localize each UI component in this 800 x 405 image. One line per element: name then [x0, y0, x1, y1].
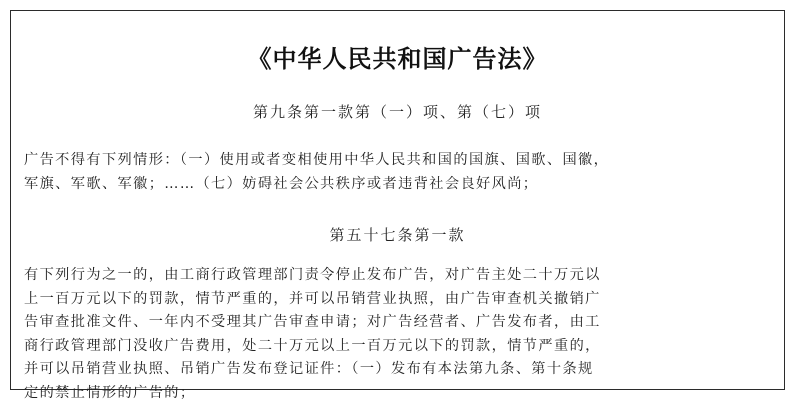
text-line: 商行政管理部门没收广告费用，处二十万元以上一百万元以下的罚款，情节严重的，: [24, 335, 772, 359]
section-heading-article-9: 第九条第一款第（一）项、第（七）项: [11, 101, 784, 122]
text-line: 定的禁止情形的广告的；: [24, 382, 772, 405]
text-line: 军旗、军歌、军徽；……（七）妨碍社会公共秩序或者违背社会良好风尚；: [24, 173, 772, 197]
document-frame: [10, 10, 785, 390]
text-line: 并可以吊销营业执照、吊销广告发布登记证件：（一）发布有本法第九条、第十条规: [24, 358, 772, 382]
section-body-article-57: [24, 264, 772, 405]
section-body-article-9: [24, 149, 772, 196]
text-line: 有下列行为之一的，由工商行政管理部门责令停止发布广告，对广告主处二十万元以: [24, 264, 772, 288]
text-line: 上一百万元以下的罚款，情节严重的，并可以吊销营业执照，由广告审查机关撤销广: [24, 288, 772, 312]
document-title: 《中华人民共和国广告法》: [11, 39, 784, 74]
section-heading-article-57: 第五十七条第一款: [11, 224, 784, 245]
text-line: 告审查批准文件、一年内不受理其广告审查申请；对广告经营者、广告发布者，由工: [24, 311, 772, 335]
text-line: 广告不得有下列情形：（一）使用或者变相使用中华人民共和国的国旗、国歌、国徽，: [24, 149, 772, 173]
